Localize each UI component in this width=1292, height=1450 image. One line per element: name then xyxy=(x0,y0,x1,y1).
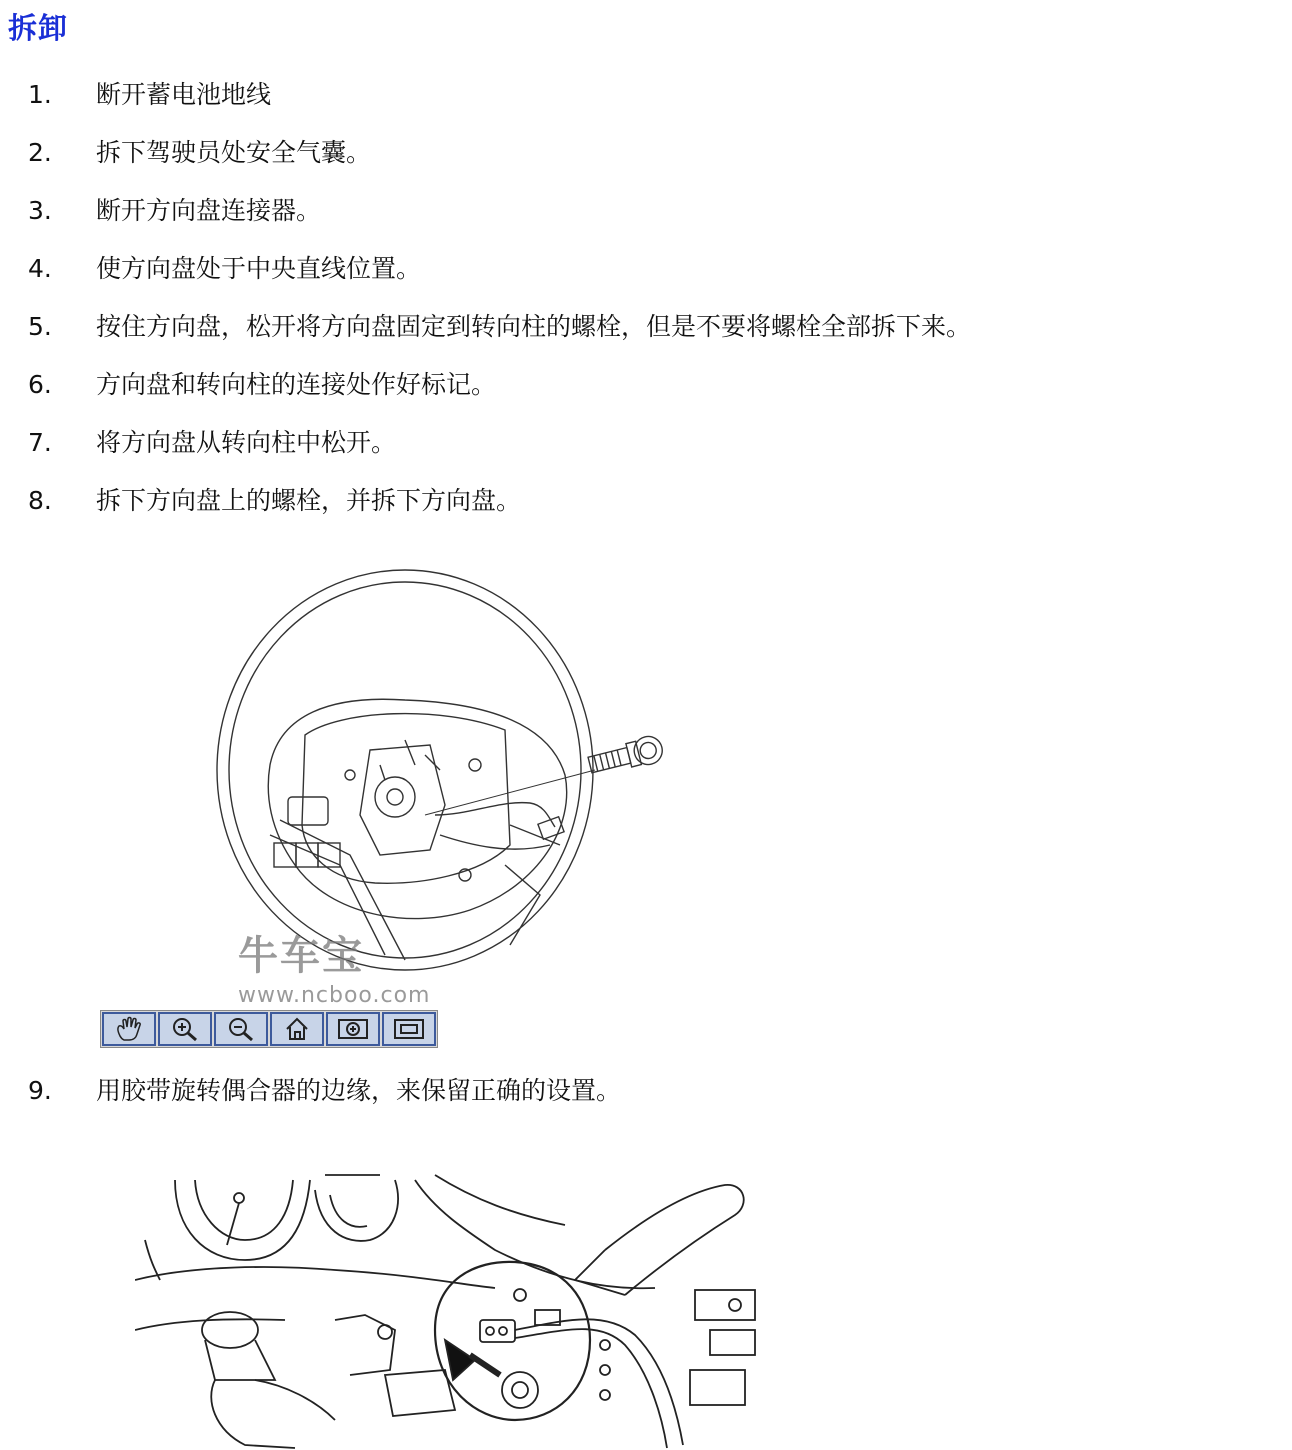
watermark-url: www.ncboo.com xyxy=(238,983,431,1008)
fit-window-icon xyxy=(336,1016,370,1042)
zoom-out-icon xyxy=(227,1016,255,1042)
step-number: 6. xyxy=(28,370,52,399)
step-number: 1. xyxy=(28,80,52,109)
zoom-in-icon xyxy=(171,1016,199,1042)
pan-button[interactable] xyxy=(102,1012,156,1046)
image-viewer-toolbar xyxy=(100,1010,438,1048)
step-number: 7. xyxy=(28,428,52,457)
step-text: 用胶带旋转偶合器的边缘，来保留正确的设置。 xyxy=(96,1076,622,1105)
fit-window-button[interactable] xyxy=(326,1012,380,1046)
step-number: 3. xyxy=(28,196,52,225)
step-number: 8. xyxy=(28,486,52,515)
zoom-in-button[interactable] xyxy=(158,1012,212,1046)
step-text: 将方向盘从转向柱中松开。 xyxy=(96,428,397,457)
steering-wheel-figure xyxy=(210,565,680,995)
step-text: 拆下方向盘上的螺栓，并拆下方向盘。 xyxy=(96,486,522,515)
step-text: 拆下驾驶员处安全气囊。 xyxy=(96,138,372,167)
step-number: 5. xyxy=(28,312,52,341)
step-text: 按住方向盘，松开将方向盘固定到转向柱的螺栓，但是不要将螺栓全部拆下来。 xyxy=(96,312,972,341)
watermark-name: 牛车宝 xyxy=(238,933,364,979)
page-title: 拆卸 xyxy=(8,11,69,45)
full-view-button[interactable] xyxy=(382,1012,436,1046)
home-button[interactable] xyxy=(270,1012,324,1046)
step-text: 断开方向盘连接器。 xyxy=(96,196,322,225)
home-icon xyxy=(284,1016,310,1042)
step-text: 方向盘和转向柱的连接处作好标记。 xyxy=(96,370,497,399)
step-number: 2. xyxy=(28,138,52,167)
step-text: 使方向盘处于中央直线位置。 xyxy=(96,254,422,283)
full-view-icon xyxy=(392,1016,426,1042)
clock-spring-figure xyxy=(135,1170,760,1450)
step-number: 4. xyxy=(28,254,52,283)
step-number: 9. xyxy=(28,1076,52,1105)
step-text: 断开蓄电池地线 xyxy=(96,80,272,109)
hand-pan-icon xyxy=(114,1016,144,1042)
zoom-out-button[interactable] xyxy=(214,1012,268,1046)
